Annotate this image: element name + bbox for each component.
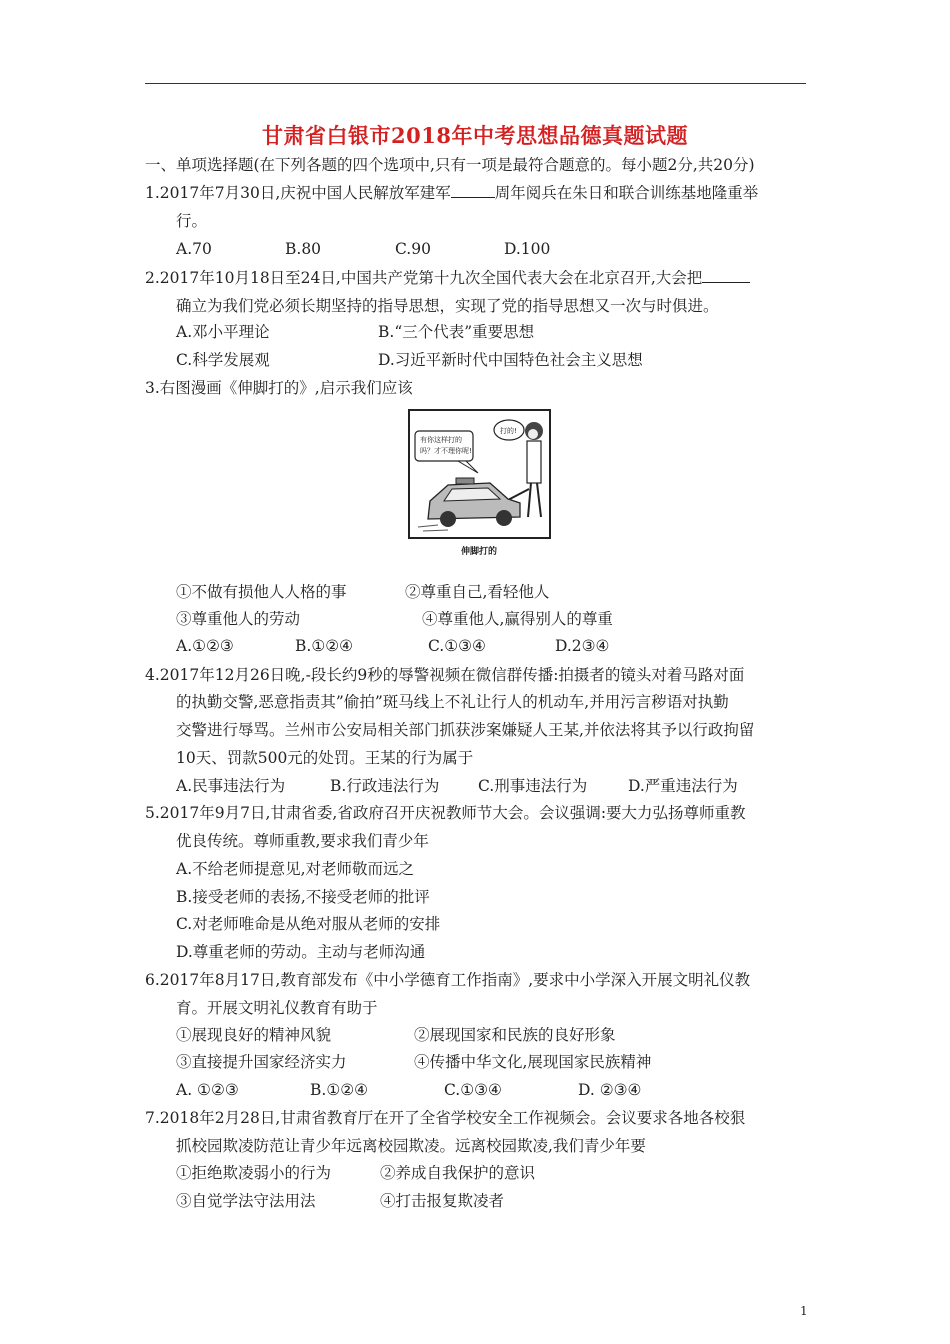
q5-option-d: D.尊重老师的劳动。主动与老师沟通 <box>176 943 426 961</box>
q4-line-2: 的执勤交警,恶意指责其”偷拍”斑马线上不礼让行人的机动车,并用污言秽语对执勤 <box>176 693 729 711</box>
taxi-sign <box>456 478 474 484</box>
q3-statement-1: ①不做有损他人人格的事 <box>176 583 347 601</box>
person-face <box>528 429 538 439</box>
q1-option-c: C.90 <box>395 240 431 258</box>
q3-statement-2: ②尊重自己,看轻他人 <box>405 583 550 601</box>
q5-option-a: A.不给老师提意见,对老师敬而远之 <box>176 860 415 878</box>
q2-option-c: C.科学发展观 <box>176 351 270 369</box>
q3-option-b: B.①②④ <box>295 637 354 655</box>
bubble-right-text: 打的! <box>500 427 517 435</box>
q3-option-a: A.①②③ <box>176 637 234 655</box>
q4-option-b: B.行政违法行为 <box>330 777 440 795</box>
q5-line-2: 优良传统。尊师重教,要求我们青少年 <box>176 832 429 850</box>
q2-line-1 <box>145 268 750 288</box>
q2-line-2: 确立为我们党必须长期坚持的指导思想，实现了党的指导思想又一次与时俱进。 <box>176 297 719 315</box>
bubble-left-line-2: 吗？才不理你呢! <box>420 447 472 455</box>
taxi-wheel-rear <box>496 510 512 526</box>
bubble-left-line-1: 有你这样打的 <box>420 436 462 444</box>
person-body <box>527 441 541 483</box>
q2-option-d: D.习近平新时代中国特色社会主义思想 <box>378 351 643 369</box>
q4-option-c: C.刑事违法行为 <box>478 777 588 795</box>
q6-option-c: C.①③④ <box>444 1081 502 1099</box>
q7-line-1: 7.2018年2月28日,甘肃省教育厅在开了全省学校安全工作视频会。会议要求各地各校狠 <box>145 1109 746 1127</box>
q5-line-1: 5.2017年9月7日,甘肃省委,省政府召开庆祝教师节大会。会议强调:要大力弘扬尊师重教 <box>145 804 746 822</box>
q6-line-1: 6.2017年8月17日,教育部发布《中小学德育工作指南》,要求中小学深入开展文明礼仪教 <box>145 971 751 989</box>
page-number: 1 <box>800 1304 808 1318</box>
q3-option-c: C.①③④ <box>428 637 486 655</box>
page-title: 甘肃省白银市2018年中考思想品德真题试题 <box>262 123 688 148</box>
taxi-wheel-front <box>440 511 456 527</box>
q6-option-d: D. ②③④ <box>578 1081 642 1099</box>
q2-option-a: A.邓小平理论 <box>176 323 270 341</box>
q6-statement-3: ③直接提升国家经济实力 <box>176 1053 347 1071</box>
q7-statement-1: ①拒绝欺凌弱小的行为 <box>176 1164 332 1182</box>
q5-option-c: C.对老师唯命是从绝对服从老师的安排 <box>176 915 441 933</box>
q7-statement-4: ④打击报复欺凌者 <box>380 1192 505 1210</box>
q4-line-4: 10天、罚款500元的处罚。王某的行为属于 <box>176 749 474 767</box>
q1-line-2: 行。 <box>176 212 208 230</box>
q1-option-a: A.70 <box>176 240 212 258</box>
cartoon-caption: 伸脚打的 <box>460 547 498 557</box>
q6-option-b: B.①②④ <box>310 1081 369 1099</box>
q6-statement-2: ②展现国家和民族的良好形象 <box>414 1026 616 1044</box>
q2-text: 2.2017年10月18日至24日,中国共产党第十九次全国代表大会在北京召开,大会把 <box>145 269 703 287</box>
q2-blank <box>702 268 750 283</box>
q6-line-2: 育。开展文明礼仪教育有助于 <box>176 999 378 1017</box>
q1-text-a: 1.2017年7月30日,庆祝中国人民解放军建军 <box>145 184 451 202</box>
q7-statement-2: ②养成自我保护的意识 <box>380 1164 536 1182</box>
q2-option-b: B.“三个代表”重要思想 <box>378 323 535 341</box>
q1-option-d: D.100 <box>504 240 551 258</box>
q4-line-1: 4.2017年12月26日晚,-段长约9秒的辱警视频在微信群传播:拍摄者的镜头对着马路对面 <box>145 666 745 684</box>
q7-line-2: 抓校园欺凌防范让青少年远离校园欺凌。远离校园欺凌,我们青少年要 <box>176 1137 646 1155</box>
q3-option-d: D.2③④ <box>555 637 610 655</box>
q4-option-d: D.严重违法行为 <box>628 777 738 795</box>
q7-statement-3: ③自觉学法守法用法 <box>176 1192 316 1210</box>
q1-text-b: 周年阅兵在朱日和联合训练基地隆重举 <box>494 184 759 202</box>
q1-blank <box>451 183 495 198</box>
q6-option-a: A. ①②③ <box>176 1081 239 1099</box>
cartoon-image <box>408 409 551 560</box>
q5-option-b: B.接受老师的表扬,不接受老师的批评 <box>176 888 430 906</box>
q3-statement-3: ③尊重他人的劳动 <box>176 610 301 628</box>
section-heading: 一、单项选择题(在下列各题的四个选项中,只有一项是最符合题意的。每小题2分,共20分) <box>145 156 755 174</box>
q1-line-1 <box>145 183 758 203</box>
q3-statement-4: ④尊重他人,赢得别人的尊重 <box>422 610 613 628</box>
header-rule <box>145 83 806 84</box>
q3-line-1: 3.右图漫画《伸脚打的》,启示我们应该 <box>145 379 413 397</box>
q6-statement-1: ①展现良好的精神风貌 <box>176 1026 332 1044</box>
q1-option-b: B.80 <box>285 240 322 258</box>
q4-line-3: 交警进行辱骂。兰州市公安局相关部门抓获涉案嫌疑人王某,并依法将其予以行政拘留 <box>176 721 755 739</box>
q6-statement-4: ④传播中华文化,展现国家民族精神 <box>414 1053 652 1071</box>
q4-option-a: A.民事违法行为 <box>176 777 286 795</box>
